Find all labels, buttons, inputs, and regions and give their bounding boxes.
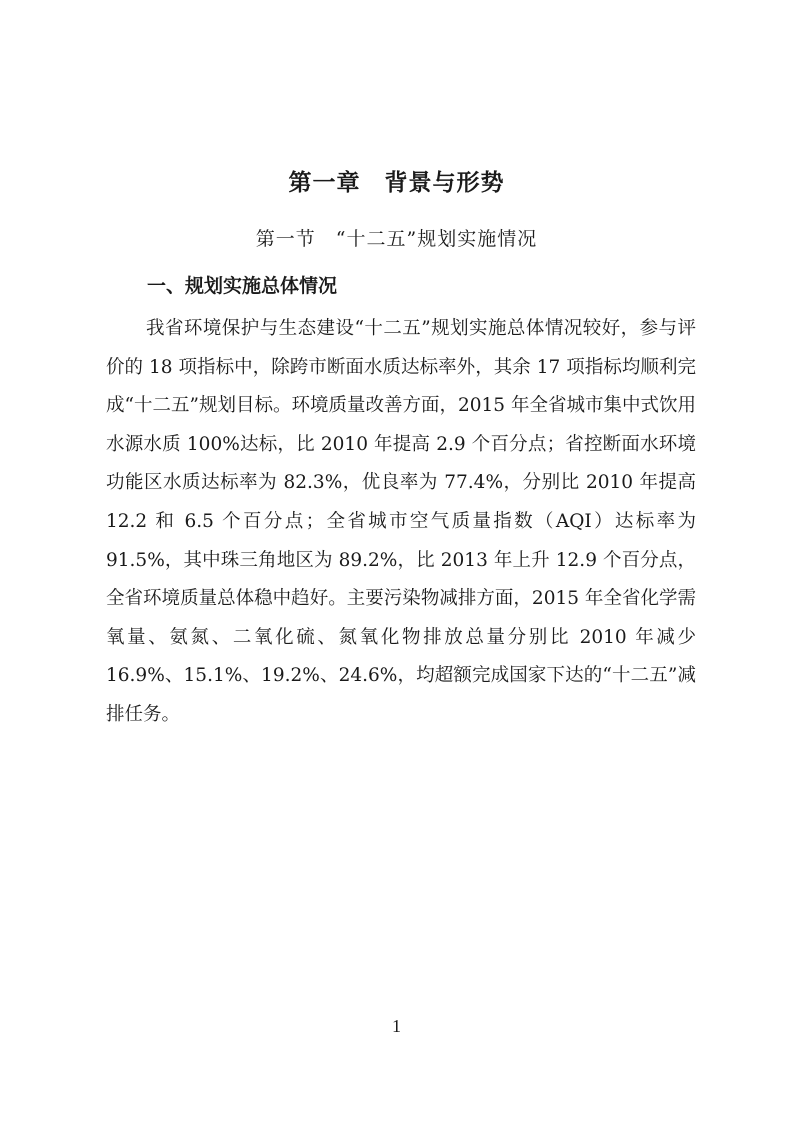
section-title: 第一节 “十二五”规划实施情况 [255, 228, 538, 250]
page-number: 1 [392, 1016, 401, 1036]
subsection-title: 一、规划实施总体情况 [147, 275, 338, 297]
body-paragraph: 我省环境保护与生态建设“十二五”规划实施总体情况较好，参与评价的 18 项指标中，除跨市断面水质达标率外，其余 17 项指标均顺利完成“十二五”规划目标。环境质量改善方面，2015 年全省城市集中式饮用水源水质 100%达标，比 2010 年提高 2.9 个百分点；省控断面水环境功能区水质达标率为 82.3%，优良率为 77.4%，分别比 2010 年提高 12.2 和 6.5 个百分点；全省城市空气质量指数（AQI）达标率为 91.5%，其中珠三角地区为 89.2%，比 2013 年上升 12.9 个百分点，全省环境质量总体稳中趋好。主要污染物减排方面，2015 年全省化学需氧量、氨氮、二氧化硫、氮氧化物排放总量分别比 2010 年减少 16.9%、15.1%、19.2%、24.6%，均超额完成国家下达的“十二五”减排任务。 [106, 318, 696, 725]
chapter-title: 第一章 背景与形势 [288, 170, 505, 196]
